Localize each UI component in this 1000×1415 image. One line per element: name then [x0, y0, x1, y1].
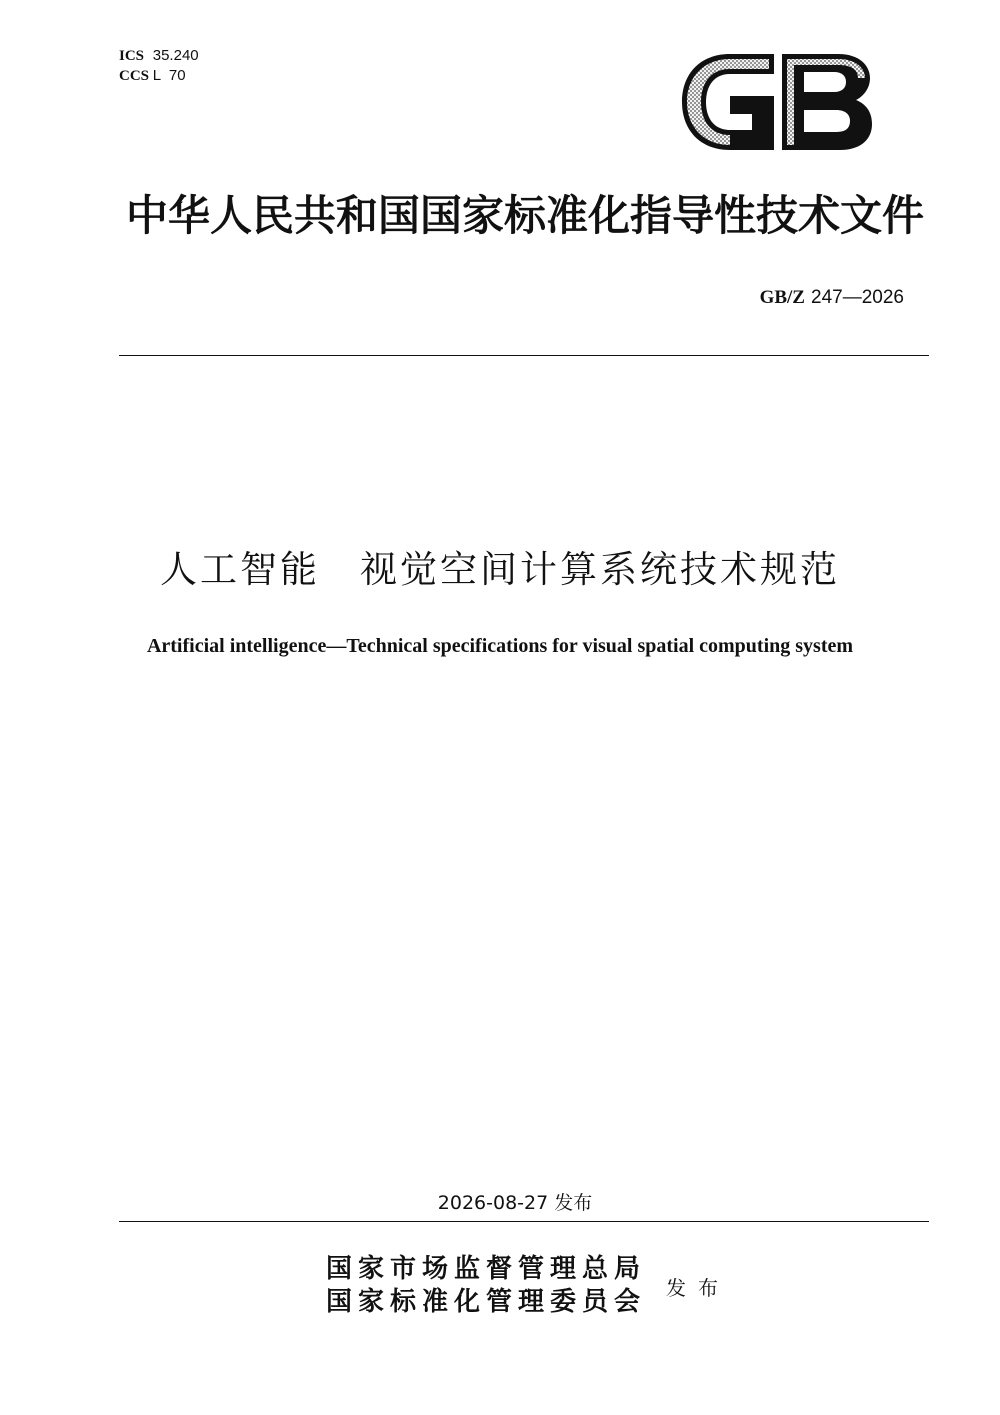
ccs-label: CCS	[119, 68, 150, 84]
ccs-value: L 70	[152, 67, 186, 84]
document-type-heading: 中华人民共和国国家标准化指导性技术文件	[125, 191, 924, 240]
ics-label: ICS	[119, 48, 145, 64]
top-divider	[119, 355, 929, 356]
standard-code: 247—2026	[811, 287, 904, 308]
release-date: 2026-08-27 发布	[437, 1192, 593, 1214]
publish-label: 发布	[666, 1276, 730, 1300]
standard-prefix: GB/Z	[759, 287, 805, 308]
issuer-samr: 国家市场监督管理总局	[326, 1254, 647, 1284]
english-title: Artificial intelligence—Technical specifications for visual spatial computing system	[146, 635, 854, 657]
gb-logo-icon	[678, 50, 876, 154]
ics-value: 35.240	[152, 47, 199, 64]
issuing-authorities	[326, 1253, 646, 1319]
standard-number	[760, 286, 904, 309]
ccs-code	[119, 66, 199, 86]
chinese-title: 人工智能 视觉空间计算系统技术规范	[160, 548, 840, 591]
ics-code	[119, 46, 199, 66]
classification-codes	[119, 46, 199, 86]
bottom-divider	[119, 1221, 929, 1222]
issuer-sac: 国家标准化管理委员会	[326, 1287, 647, 1317]
